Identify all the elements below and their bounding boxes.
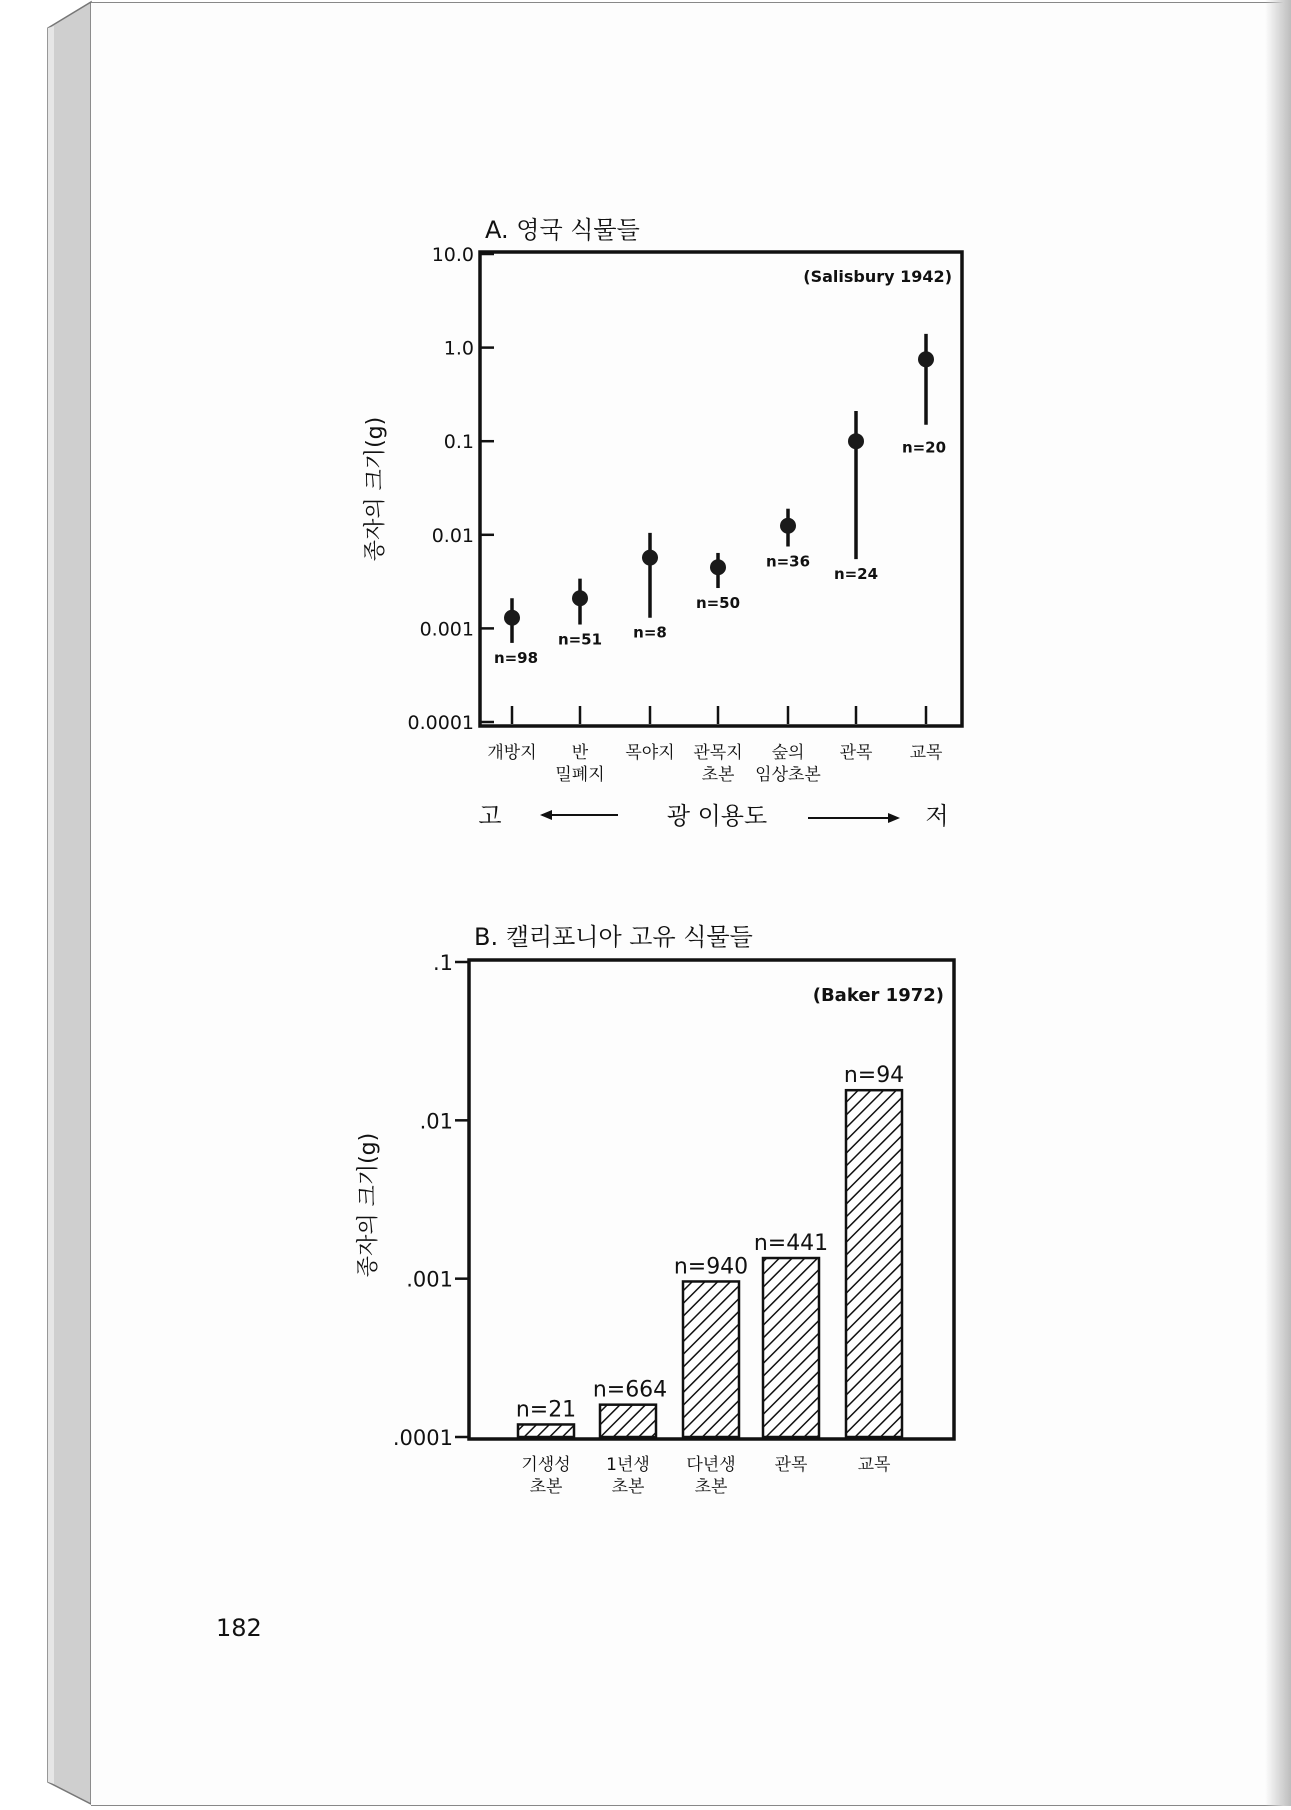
chart-a-category-label: 관목지 [693, 743, 743, 763]
chart-b-bars [516, 1063, 904, 1437]
chart-b-source: (Baker 1972) [812, 985, 944, 1006]
chart-a-n-label: n=24 [833, 565, 879, 584]
chart-b-category-label: 관목 [774, 1455, 808, 1475]
chart-b-y-tick-label: .0001 [392, 1426, 453, 1450]
chart-b-n-label: n=664 [592, 1377, 668, 1403]
chart-a-category-label: 임상초본 [755, 765, 821, 785]
chart-a-source: (Salisbury 1942) [803, 267, 952, 286]
chart-a-direction-high: 고 [478, 802, 502, 830]
chart-a-y-tick-label: 1.0 [443, 337, 474, 360]
chart-a-category-label: 초본 [701, 765, 735, 785]
chart-b-y-tick-label: .1 [432, 951, 453, 975]
chart-a-x-axis-title: 광 이용도 [666, 802, 768, 830]
chart-b-bar [518, 1424, 574, 1437]
chart-a-y-tick-label: 0.0001 [407, 712, 474, 734]
chart-b-n-label: n=441 [753, 1231, 829, 1257]
chart-a-y-tick-label: 0.01 [431, 524, 474, 547]
chart-a-direction-low: 저 [925, 802, 949, 830]
chart-b-category-label: 1년생 [606, 1455, 650, 1475]
chart-a-n-label: n=8 [633, 623, 667, 642]
chart-b-y-axis-title: 종자의 크기(g) [356, 1132, 381, 1278]
chart-b-y-tick-label: .01 [419, 1109, 453, 1134]
chart-a-n-label: n=50 [695, 594, 741, 613]
chart-b-n-label: n=21 [515, 1397, 577, 1423]
chart-a-category-label: 관목 [839, 743, 873, 763]
chart-b-category-labels [521, 1454, 891, 1497]
chart-b-category-label: 기생성 [521, 1455, 571, 1475]
chart-b-title: B. 캘리포니아 고유 식물들 [474, 923, 753, 951]
chart-b-n-label: n=940 [673, 1254, 749, 1280]
chart-a-category-label: 밀폐지 [555, 765, 605, 785]
chart-b-bar [683, 1281, 739, 1437]
chart-a-n-label: n=51 [557, 630, 603, 649]
chart-a-n-label: n=20 [901, 438, 947, 457]
page-number: 182 [216, 1614, 262, 1642]
chart-b-bar [763, 1258, 819, 1437]
chart-a-n-label: n=98 [493, 648, 539, 667]
chart-b-y-ticks [393, 951, 469, 1450]
chart-a-y-axis-title: 종자의 크기(g) [363, 416, 388, 562]
chart-b-category-label: 초본 [529, 1477, 563, 1497]
chart-a-category-label: 반 [571, 743, 589, 763]
chart-b-category-label: 초본 [694, 1477, 728, 1497]
chart-b-bar [600, 1405, 656, 1437]
chart-b-category-label: 초본 [611, 1477, 645, 1497]
chart-b-bar [846, 1090, 902, 1437]
chart-a-category-label: 목야지 [625, 743, 675, 763]
chart-a-y-tick-label: 0.1 [443, 431, 474, 454]
chart-b-n-label: n=94 [843, 1063, 905, 1089]
chart-a-y-tick-label: 10.0 [431, 244, 474, 266]
chart-a-y-tick-label: 0.001 [419, 618, 474, 641]
chart-b-y-tick-label: .001 [406, 1267, 453, 1292]
chart-a-category-label: 개방지 [487, 743, 537, 763]
chart-a-category-label: 교목 [909, 743, 943, 763]
chart-a-title: A. 영국 식물들 [485, 216, 640, 244]
chart-a-category-label: 숲의 [771, 743, 805, 763]
chart-b-category-label: 교목 [857, 1455, 891, 1475]
chart-a-n-label: n=36 [765, 552, 811, 571]
chart-b-category-label: 다년생 [686, 1455, 736, 1475]
